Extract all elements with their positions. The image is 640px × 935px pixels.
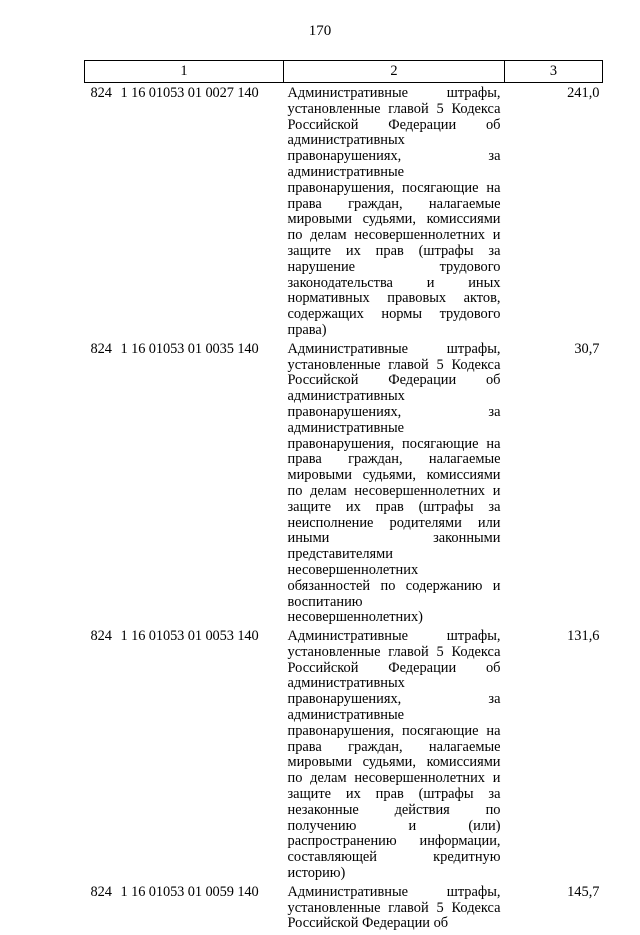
table-row <box>85 83 603 342</box>
table-row <box>85 885 603 935</box>
code-cell <box>85 83 284 342</box>
description-cell: Административные штрафы, установленные главой 5 Кодекса Российской Федерации об административных правонарушениях, за административные правонарушения, посягающие на права граждан, налагаемые мировыми судьями, комиссиями по делам несовершеннолетних и защите их прав (штрафы за нарушение трудового законодательства и иных нормативных правовых актов, содержащих нормы трудового права) <box>287 85 501 338</box>
budget-table <box>84 60 603 935</box>
description-cell: Административные штрафы, установленные главой 5 Кодекса Российской Федерации об административных правонарушениях, за административные правонарушения, посягающие на права граждан, налагаемые мировыми судьями, комиссиями по делам несовершеннолетних и защите их прав (штрафы за неисполнение родителями или иными законными представителями несовершеннолетних обязанностей по содержанию и воспитанию несовершеннолетних) <box>287 340 501 626</box>
kbk-code: 1 16 01053 01 0027 140 <box>120 85 259 101</box>
table-row <box>85 342 603 629</box>
code-cell <box>85 885 284 935</box>
code-cell <box>85 629 284 885</box>
ministry-code: 824 <box>90 85 112 101</box>
code-cell <box>85 342 284 629</box>
description-cell: Административные штрафы, установленные главой 5 Кодекса Российской Федерации об административных правонарушениях, за административные правонарушения, посягающие на права граждан, налагаемые мировыми судьями, комиссиями по делам несовершеннолетних и защите их прав (штрафы за незаконные действия по получению и (или) распространению информации, составляющей кредитную историю) <box>287 628 501 882</box>
ministry-code: 824 <box>90 883 112 900</box>
kbk-code: 1 16 01053 01 0035 140 <box>120 340 259 357</box>
amount-cell: 241,0 <box>567 85 600 101</box>
amount-cell: 145,7 <box>567 883 600 900</box>
amount-cell: 131,6 <box>567 628 600 645</box>
amount-cell: 30,7 <box>574 340 600 357</box>
kbk-code: 1 16 01053 01 0059 140 <box>120 883 259 900</box>
column-header-1: 1 <box>85 61 284 83</box>
column-header-2: 2 <box>284 61 505 83</box>
ministry-code: 824 <box>90 340 112 357</box>
table-row <box>85 629 603 885</box>
kbk-code: 1 16 01053 01 0053 140 <box>120 628 259 645</box>
description-cell: Административные штрафы, установленные главой 5 Кодекса Российской Федерации об <box>287 883 501 932</box>
ministry-code: 824 <box>90 628 112 645</box>
table-header-row <box>85 61 603 83</box>
column-header-3: 3 <box>505 61 603 83</box>
page-number: 170 <box>308 23 332 39</box>
